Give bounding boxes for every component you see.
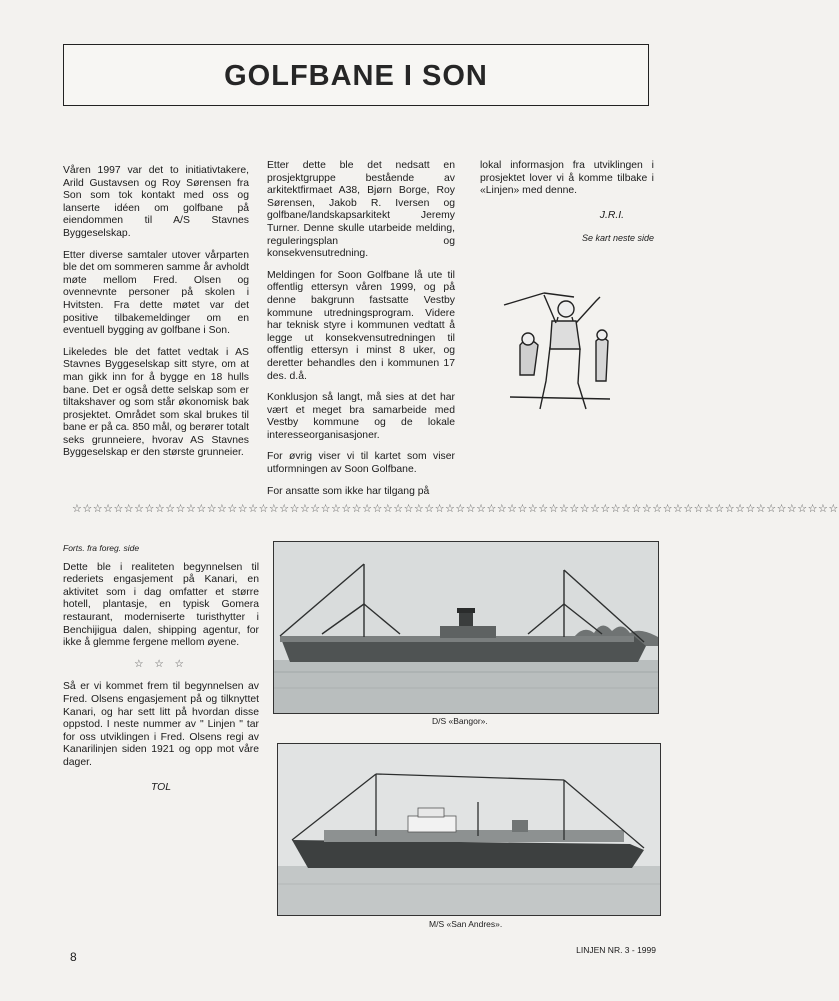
article-column-2	[267, 160, 455, 507]
ship-photo-san-andres	[277, 743, 661, 916]
author-signature: TOL	[150, 781, 172, 793]
paragraph: Likeledes ble det fattet vedtak i AS Stavnes Byggeselskap sitt styre, om at man gikk inn for å bygge en 18 hulls bane. Det er også dette selskap som er tiltakshaver og som står økonomisk bak prosjektet. Området som skal brukes til bane er på ca. 850 mål, og berører totalt seks grunneiere, hvorav AS Stavnes Byggeselskap er den største grunneier.	[63, 346, 249, 459]
photo-caption: D/S «Bangor».	[432, 716, 488, 726]
ship-bangor-illustration	[274, 542, 658, 713]
golfer-illustration	[500, 287, 618, 415]
ship-photo-bangor	[273, 541, 659, 714]
footer-issue: LINJEN NR. 3 - 1999	[576, 945, 656, 955]
paragraph: Så er vi kommet frem til begynnelsen av Fred. Olsens engasjement på og tilknyttet Kanari, og har sett litt på hvordan disse oppstod. I neste nummer av " Linjen " tar for oss utviklingen i Fred. Olsens regi av Kanarilinjen siden 1921 og opp mot våre dager.	[63, 681, 259, 768]
paragraph: Konklusjon så langt, må sies at det har vært et meget bra samarbeide med Vestby kommune og de lokale interesseorganisasjoner.	[267, 392, 455, 441]
star-divider: ☆☆☆☆☆☆☆☆☆☆☆☆☆☆☆☆☆☆☆☆☆☆☆☆☆☆☆☆☆☆☆☆☆☆☆☆☆☆☆☆☆☆☆☆☆☆☆☆☆☆☆☆☆☆☆☆☆☆☆☆☆☆☆☆☆☆☆☆☆☆☆☆☆☆	[72, 503, 839, 515]
continued-note: Forts. fra foreg. side	[63, 543, 140, 553]
paragraph: For øvrig viser vi til kartet som viser utformningen av Soon Golfbane.	[267, 451, 455, 476]
article-column-1	[63, 165, 249, 469]
title-box	[63, 44, 649, 106]
ship-san-andres-illustration	[278, 744, 660, 915]
article-column-3	[480, 160, 654, 245]
signature: J.R.I.	[599, 209, 624, 221]
paragraph: Etter diverse samtaler utover vårparten ble det om sommeren samme år avholdt møte mellom Fred. Olsen og ovennevnte personer på skolen i Hvitsten. Fra dette møtet var det positive tilbakemeldinger om en eventuell bygging av golfbane i Son.	[63, 249, 249, 337]
see-map-note: Se kart neste side	[581, 233, 654, 244]
star-separator: ☆ ☆ ☆	[134, 658, 188, 670]
paragraph: Dette ble i realiteten begynnelsen til rederiets engasjement på Kanari, en aktivitet som i dag omfatter et større hotell, plantasje, en typisk Gomera restaurant, moderniserte turisthytter i Benchijigua dalen, shipping agentur, for ikke å glemme fergene mellom øyene.	[63, 561, 259, 649]
photo-caption: M/S «San Andres».	[429, 919, 503, 929]
paragraph: Meldingen for Soon Golfbane lå ute til offentlig ettersyn våren 1999, og på denne bakgrunn fastsatte Vestby kommune utredningsprogram. Videre har teknisk styre i kommunen vedtatt å legge ut konsekvensutredningen til offentlig ettersyn i minst 8 uker, og deretter behandles den i kommunen 17 des. d.å.	[267, 269, 455, 382]
paragraph: Etter dette ble det nedsatt en prosjektgruppe bestående av arkitektfirmaet A38, Bjørn Borge, Roy Sørensen, Jakob R. Iversen og golfbane/landskapsarkitekt Jeremy Turner. Denne skulle utarbeide melding, reguleringsplan og konsekvensutredning.	[267, 160, 455, 260]
paragraph: For ansatte som ikke har tilgang på	[267, 485, 430, 497]
paragraph: Våren 1997 var det to initiativtakere, Arild Gustavsen og Roy Sørensen fra Son som tok kontakt med oss og lanserte idéen om golfbane på eiendommen til A/S Stavnes Byggeselskap.	[63, 165, 249, 239]
page-title: GOLFBANE I SON	[224, 60, 488, 92]
continued-article	[63, 542, 259, 794]
page-number: 8	[70, 950, 77, 964]
paragraph: lokal informasjon fra utviklingen i prosjektet lover vi å komme tilbake i «Linjen» med denne.	[480, 160, 654, 197]
